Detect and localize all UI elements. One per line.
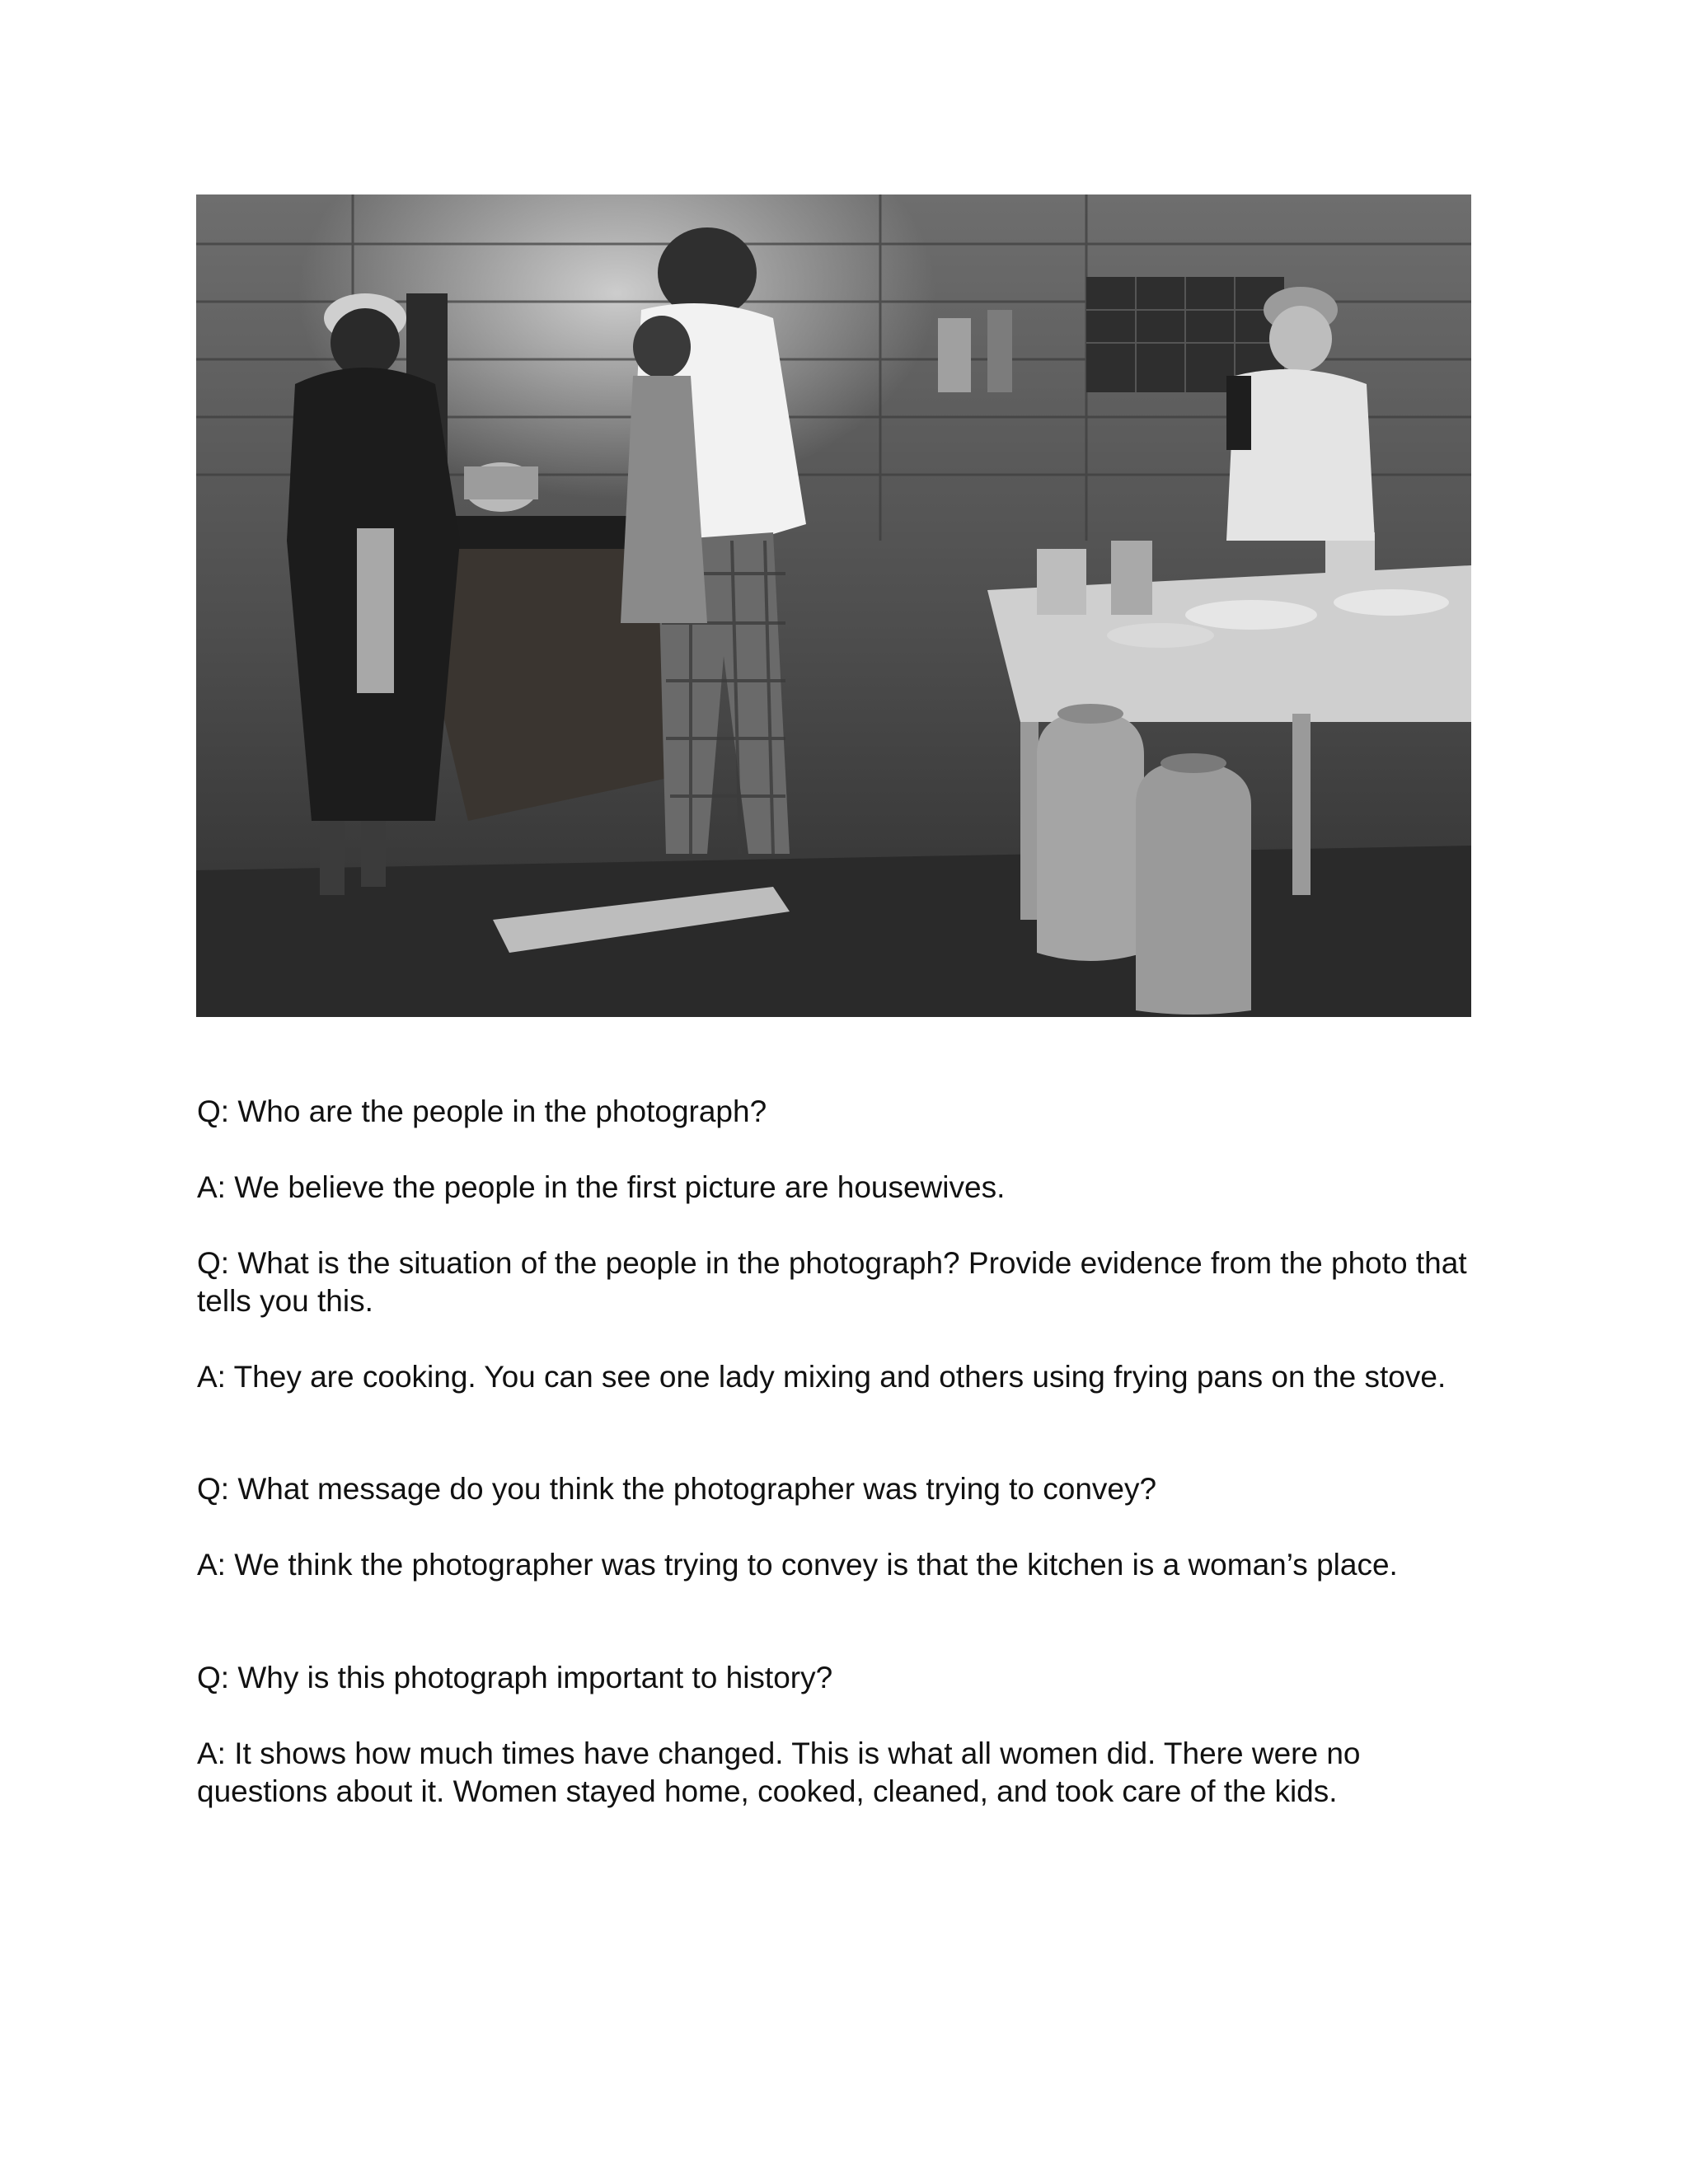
- question-1: Q: Who are the people in the photograph?: [197, 1094, 767, 1128]
- question-4: Q: Why is this photograph important to history?: [197, 1661, 833, 1694]
- answer-3: A: We think the photographer was trying to convey is that the kitchen is a woman’s place.: [197, 1548, 1398, 1582]
- question-3: Q: What message do you think the photographer was trying to convey?: [197, 1472, 1157, 1506]
- answer-2: A: They are cooking. You can see one lady mixing and others using frying pans on the stove.: [197, 1360, 1447, 1394]
- answer-1: A: We believe the people in the first picture are housewives.: [197, 1170, 1006, 1204]
- question-2: Q: What is the situation of the people in the photograph? Provide evidence from the photo that tells you this.: [197, 1246, 1467, 1318]
- kitchen-photograph: [196, 194, 1471, 1017]
- photograph-illustration: [196, 194, 1471, 1017]
- answer-4: A: It shows how much times have changed. This is what all women did. There were no questions about it. Women stayed home, cooked, cleaned, and took care of the kids.: [197, 1736, 1361, 1808]
